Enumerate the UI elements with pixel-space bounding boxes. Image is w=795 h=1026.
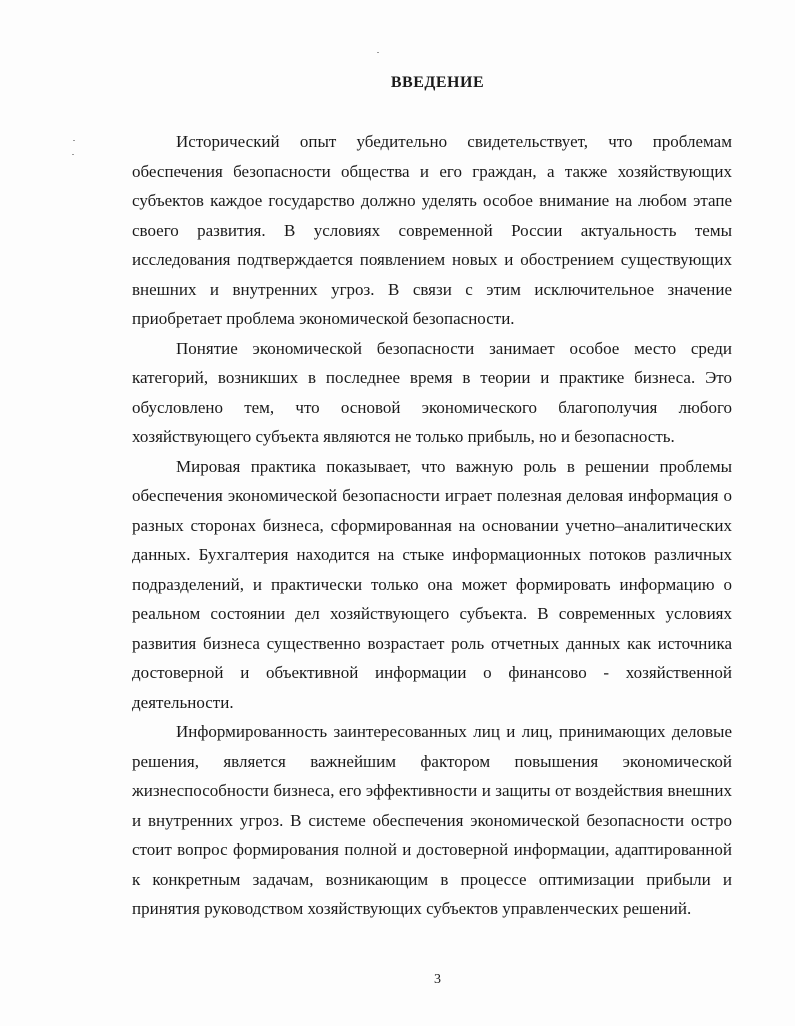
paragraph: Понятие экономической безопасности занимает особое место среди категорий, возникших в последнее время в теории и практике бизнеса. Это обусловлено тем, что основой экономического благополучия любого хозяйствующего субъекта являются не только прибыль, но и безопасность. (132, 338, 732, 446)
page-number: 3 (434, 972, 441, 987)
scan-speck (377, 52, 379, 53)
body-text (132, 127, 732, 924)
page-title: ВВЕДЕНИЕ (390, 74, 485, 91)
paragraph: Мировая практика показывает, что важную роль в решении проблемы обеспечения экономической безопасности играет полезная деловая информация о разных сторонах бизнеса, сформированная на основании учетно–аналитических данных. Бухгалтерия находится на стыке информационных потоков различных подразделений, и практически только она может формировать информацию о реальном состоянии дел хозяйствующего субъекта. В современных условиях развития бизнеса существенно возрастает роль отчетных данных как источника достоверной и объективной информации о финансово - хозяйственной деятельности. (132, 456, 732, 712)
paragraph: Информированность заинтересованных лиц и лиц, принимающих деловые решения, является важнейшим фактором повышения экономической жизнеспособности бизнеса, его эффективности и защиты от воздействия внешних и внутренних угроз. В системе обеспечения экономической безопасности остро стоит вопрос формирования полной и достоверной информации, адаптированной к конкретным задачам, возникающим в процессе оптимизации прибыли и принятия руководством хозяйствующих субъектов управленческих решений. (132, 722, 732, 918)
paragraph: Исторический опыт убедительно свидетельствует, что проблемам обеспечения безопасности общества и его граждан, а также хозяйствующих субъектов каждое государство должно уделять особое внимание на любом этапе своего развития. В условиях современной России актуальность темы исследования подтверждается появлением новых и обострением существующих внешних и внутренних угроз. В связи с этим исключительное значение приобретает проблема экономической безопасности. (132, 132, 732, 328)
scan-speck (72, 154, 74, 155)
scan-speck (73, 140, 75, 141)
